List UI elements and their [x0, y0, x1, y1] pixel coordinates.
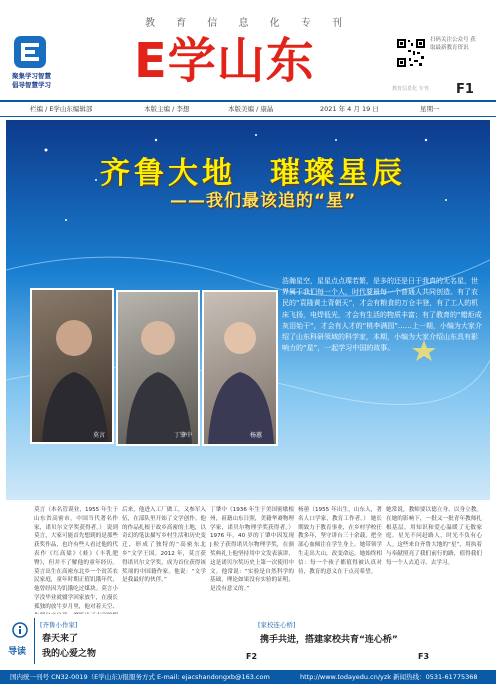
logo-line-2: 倡导智慧学习	[12, 81, 51, 89]
article-column-3: 丁肇中（1936 年生于美国密歇根州，祖籍山东日照，美籍华裔物理学家，诺贝尔物理学奖获得者。） 1976 年，40 岁的丁肇中因发现 J 粒子获得诺贝尔物理学奖，在颁奖典礼上他坚持用中文发表演讲，这是诺贝尔奖历史上第一次使用中文。他常说：“实验是自然科学的基础，理论如果没有实验的证明，是没有意义的。”	[210, 507, 294, 593]
portrait-mo-yan	[30, 288, 114, 444]
publication-logo-icon	[12, 34, 60, 70]
chief-editor-credit: 本版主编 / 李想	[144, 105, 190, 113]
masthead-title: E学山东	[134, 33, 315, 89]
hero-intro-text: 浩瀚星空，星星点点璨若繁，是多的还是日于我真的无名星，世界属于我们每一个人，时代要最每一个普通人共同创造。有了农民的“袁隆黄土背朝天”，才会有粮食的万仓丰登，有了工人的机床飞扬，电焊低光，才会有生活的物质丰富；有了教育的“蜡炬成灰泪始干”，才会有人才的“桃李满园”……上一期，小编为大家介绍了山东科研领域的科学家，本期，小编为大家介绍山东具有影响力的“星”，一起学习中国的故事。	[282, 277, 482, 353]
hero-subhead: ——我们最该追的“星”	[170, 191, 357, 211]
qr-code-icon	[396, 38, 426, 68]
footer-publication-info: 国内统一刊号 CN32-0019（E学山东)/报服务方式 E-mail: ejacshandongxb@163.com	[10, 673, 270, 681]
logo-slogan	[12, 72, 51, 90]
portrait-yang-hui	[202, 290, 278, 446]
hero-headline: 齐鲁大地 璀璨星辰	[100, 156, 406, 191]
guide-item2-title[interactable]: 携手共进，搭建家校共育“连心桥”	[260, 635, 398, 645]
info-icon	[12, 622, 28, 638]
guide-item1-title-a[interactable]: 春天来了	[42, 634, 79, 644]
article-column-1: 莫言（本名管谟业，1955 年生于山东省高密市，中国当代著名作家，诺贝尔文学奖获得者。） 说到莫言，大家可能首先想到的是那些获奖作品，也许有些人看过他的代表作《红高粱》《蛙》《丰乳肥臀》，但并不了解他的童年经历。莫言出生在高密东北乡一个贫苦农民家庭，童年时期正值饥饿年代，他曾经因为饥饿吃过煤块。莫言小学没毕业就辍学回家放牛，在漫长孤独的放牛岁月里，他对着天空、	[34, 507, 118, 610]
editor-credit: 栏编 / E学山东编辑部	[30, 105, 93, 113]
guide-item1-page: F2	[246, 652, 258, 661]
guide-item2-page: F3	[418, 652, 430, 661]
portrait-ding-zhaozhong	[116, 290, 200, 446]
article-column-5: 她常说，教师要以德立身、以身立教。在她的影响下，一批又一批青年教师扎根基层，用知识和爱心温暖了无数家庭。星光不问赶路人，时光不负有心人。这些来自齐鲁大地的“星”，用执着与奉献照亮了我们前行的路，值得我们每一个人去追寻、去学习。	[386, 507, 482, 566]
mini-slogan: 教育信息化 专刊	[392, 86, 429, 92]
guide-item1-title-b[interactable]: 我的心爱之物	[42, 649, 97, 659]
guide-item1-tag: [齐鲁小作家]	[40, 621, 78, 629]
guide-label: 导读	[8, 647, 27, 657]
person-silhouette-icon	[32, 290, 112, 442]
page-number: F1	[456, 82, 474, 97]
article-column-2: 后来，他进入工厂做工，又参军入伍，在部队里开始了文学创作。他的作品扎根于故乡高密的土地，以奇幻的笔法描写乡村生活和历史变迁，形成了独特的“高密东北乡”文学王国。2012 年，莫言获得诺贝尔文学奖，成为首位获得该奖项的中国籍作家。他说：“文学是我最好的伙伴。”	[122, 507, 206, 584]
qr-caption: 扫码关注公众号 获取最新教育资讯	[430, 37, 476, 51]
person-silhouette-icon	[118, 292, 198, 444]
person-silhouette-icon	[204, 292, 276, 444]
designer-credit: 本版美编 / 康晶	[228, 105, 274, 113]
caption-mo-yan: 莫言	[93, 432, 106, 439]
guide-label-box	[6, 618, 35, 664]
logo-line-1: 聚集学习智慧	[12, 72, 51, 80]
issue-date: 2021 年 4 月 19 日	[320, 105, 379, 113]
article-column-4: 杨蕙（1955 年出生，山东人，著名人口学家，教育工作者。） 她长期致力于教育事业，在乡村学校任教多年，坚守讲台三十余载，把全部心血倾注在学生身上。她带领学生走出大山，改变命运。她始终相信：每一个孩子都值得被认真对待，教育的意义在于点亮希望。	[298, 507, 382, 575]
footer-bar	[0, 670, 496, 684]
caption-ding-zhaozhong: 丁肇中	[174, 432, 193, 439]
info-bar	[0, 100, 496, 117]
issue-weekday: 星期一	[420, 105, 440, 113]
guide-section	[6, 618, 490, 664]
footer-contact: http://www.todayedu.cn/yzk 新闻热线：0531-61775368	[300, 673, 478, 681]
top-slogan: 教 育 信 息 化 专 刊	[144, 18, 352, 29]
guide-item2-tag: [家校连心桥]	[258, 621, 296, 629]
caption-yang-hui: 杨蕙	[250, 432, 263, 439]
